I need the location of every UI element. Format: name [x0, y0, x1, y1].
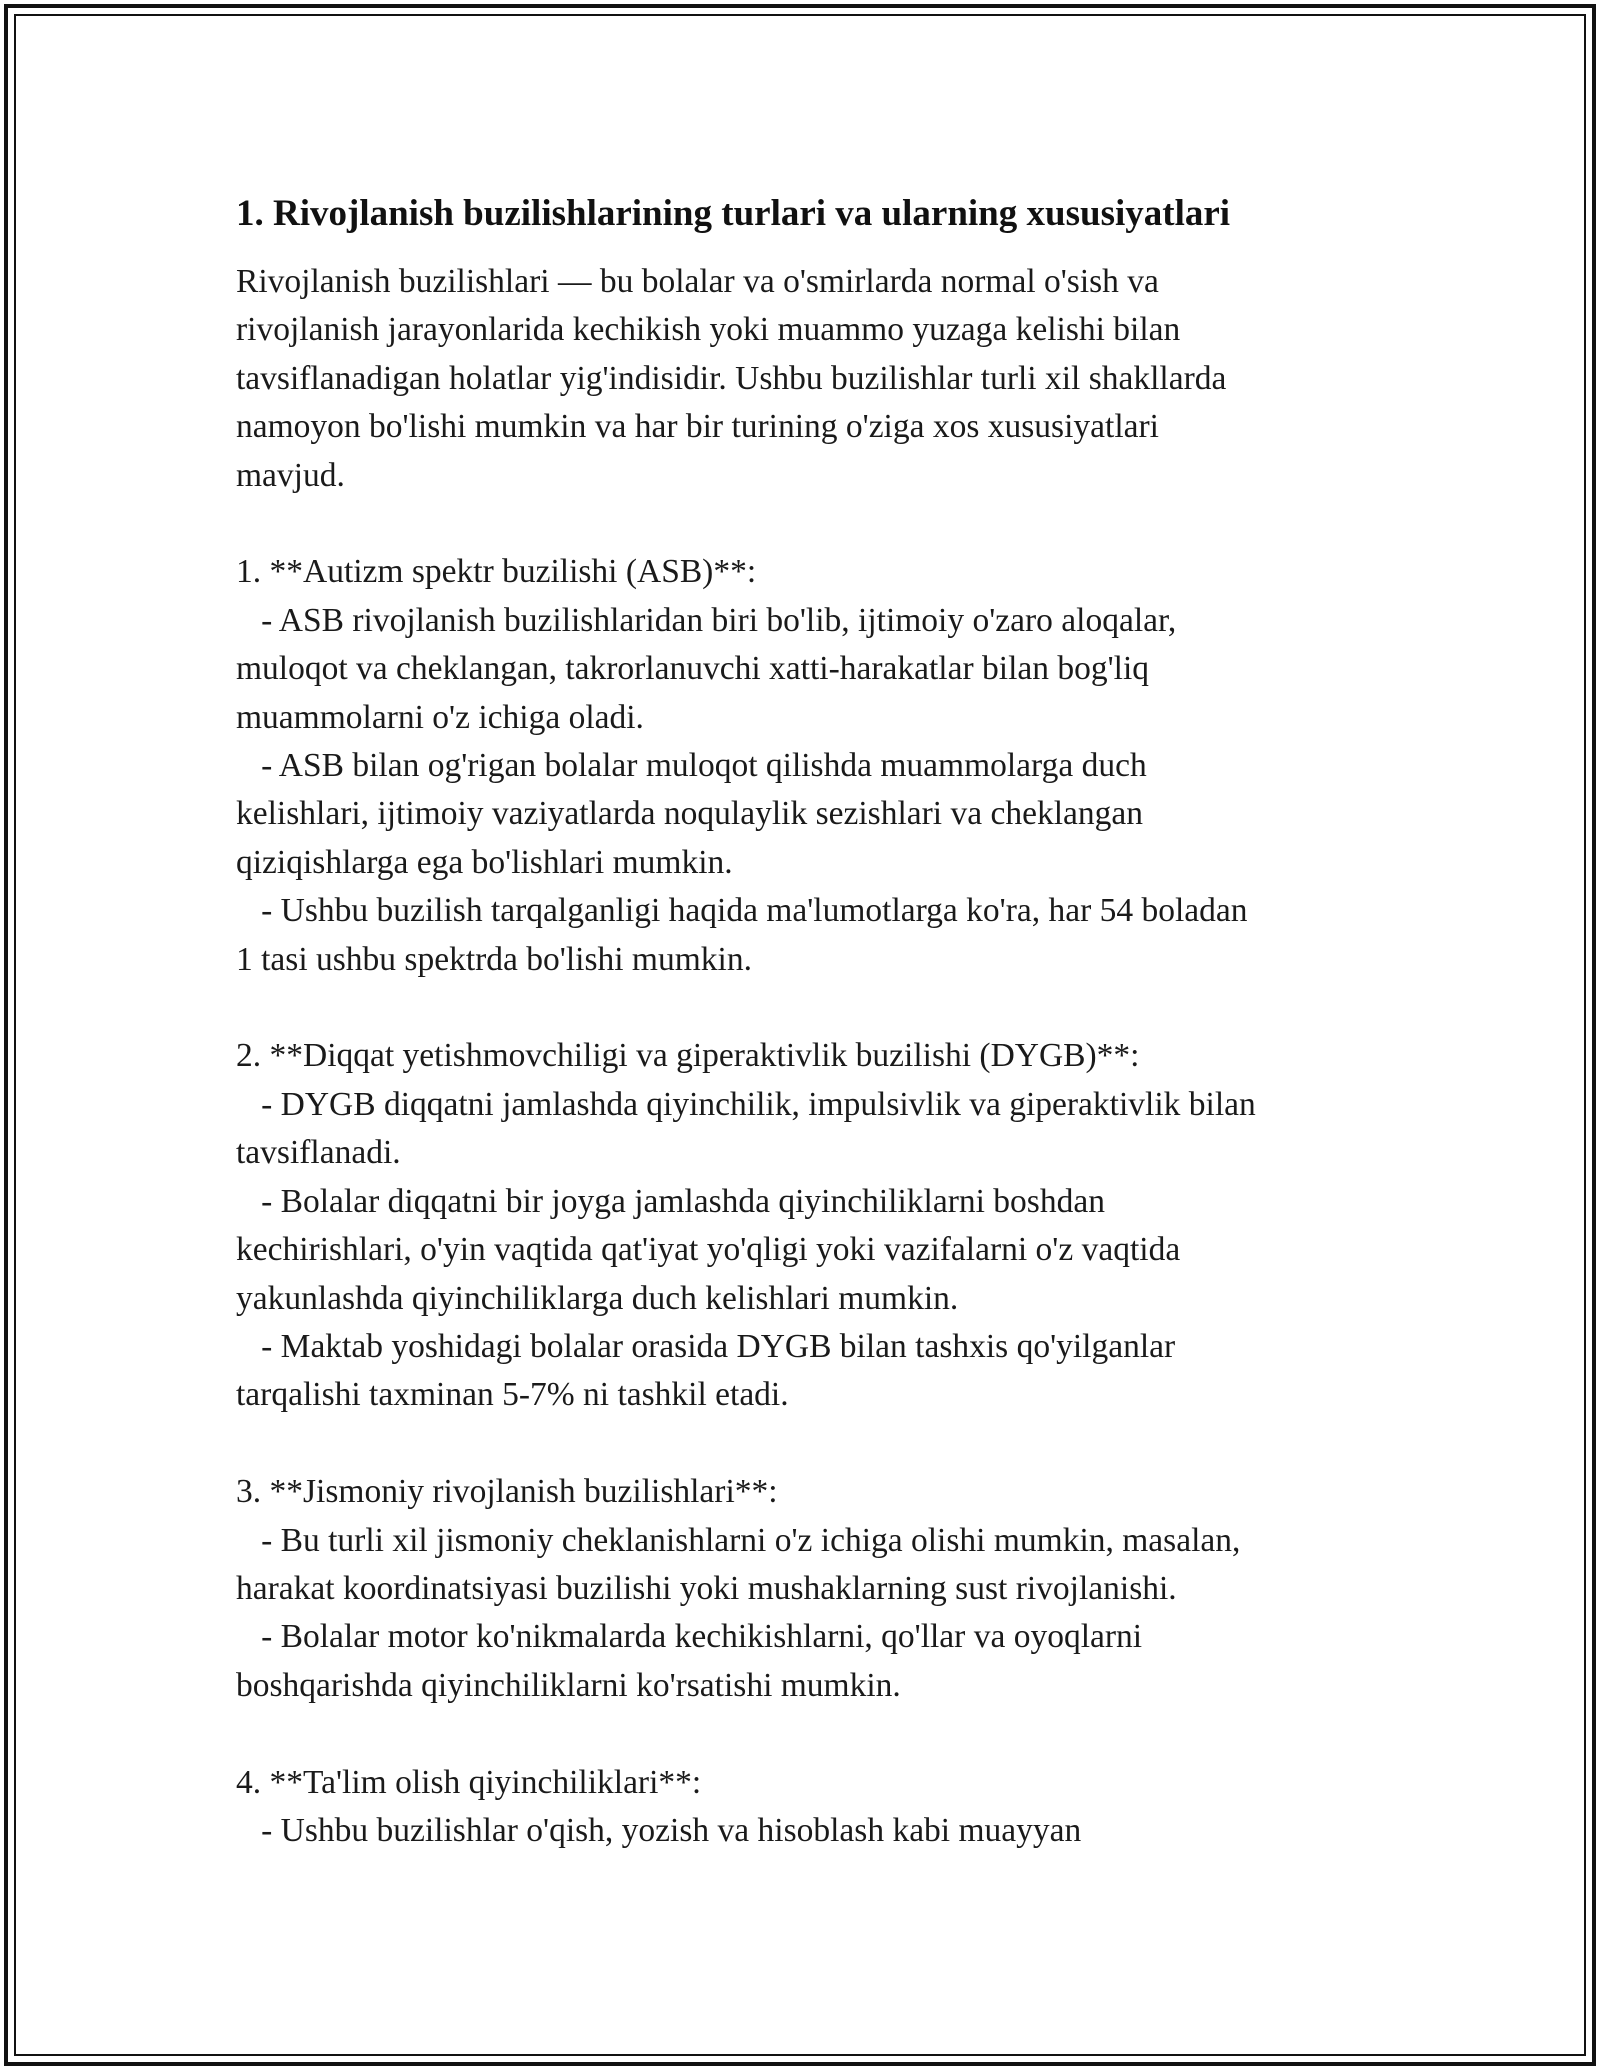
text-line: Rivojlanish buzilishlari — bu bolalar va o'smirlarda normal o'sish va [236, 263, 1159, 300]
text-line: harakat koordinatsiyasi buzilishi yoki mushaklarning sust rivojlanishi. [236, 1569, 1177, 1607]
text-line: kechirishlari, o'yin vaqtida qat'iyat yo'qligi yoki vazifalarni o'z vaqtida [236, 1231, 1181, 1269]
text-line: muloqot va cheklangan, takrorlanuvchi xatti-harakatlar bilan bog'liq [236, 650, 1150, 688]
text-line: 2. **Diqqat yetishmovchiligi va giperaktivlik buzilishi (DYGB)**: [236, 1037, 1140, 1075]
blank-line [236, 984, 1386, 1032]
text-line: qiziqishlarga ega bo'lishlari mumkin. [236, 843, 733, 881]
text-line: - Bu turli xil jismoniy cheklanishlarni o'z ichiga olishi mumkin, masalan, [236, 1521, 1241, 1559]
text-line: mavjud. [236, 456, 345, 494]
blank-line [236, 1710, 1386, 1758]
text-line: yakunlashda qiyinchiliklarga duch kelishlari mumkin. [236, 1279, 959, 1317]
text-line: - Bolalar motor ko'nikmalarda kechikishlarni, qo'llar va oyoqlarni [236, 1618, 1143, 1656]
text-line: tavsiflanadi. [236, 1134, 401, 1172]
text-line: - ASB bilan og'rigan bolalar muloqot qilishda muammolarga duch [236, 747, 1147, 785]
text-line: tavsiflanadigan holatlar yig'indisidir. Ushbu buzilishlar turli xil shakllarda [236, 359, 1227, 397]
text-line: - Maktab yoshidagi bolalar orasida DYGB bilan tashxis qo'yilganlar [236, 1327, 1176, 1365]
text-line: namoyon bo'lishi mumkin va har bir turining o'ziga xos xususiyatlari [236, 408, 1159, 446]
blank-line [236, 500, 1386, 548]
text-line: - DYGB diqqatni jamlashda qiyinchilik, impulsivlik va giperaktivlik bilan [236, 1085, 1256, 1123]
text-line: tarqalishi taxminan 5-7% ni tashkil etadi. [236, 1376, 789, 1414]
text-line: kelishlari, ijtimoiy vaziyatlarda noqulaylik sezishlari va cheklangan [236, 795, 1144, 833]
text-line: - Bolalar diqqatni bir joyga jamlashda qiyinchiliklarni boshdan [236, 1182, 1105, 1220]
text-line: - Ushbu buzilish tarqalganligi haqida ma'lumotlarga ko'ra, har 54 boladan [236, 892, 1248, 930]
text-line: 1. **Autizm spektr buzilishi (ASB)**: [236, 553, 757, 591]
body-text [236, 258, 1386, 1855]
text-line: 1 tasi ushbu spektrda bo'lishi mumkin. [236, 940, 752, 978]
text-line: 4. **Ta'lim olish qiyinchiliklari**: [236, 1763, 702, 1801]
text-line: - Ushbu buzilishlar o'qish, yozish va hisoblash kabi muayyan [236, 1811, 1082, 1849]
text-line: rivojlanish jarayonlarida kechikish yoki muammo yuzaga kelishi bilan [236, 311, 1181, 349]
text-line: - ASB rivojlanish buzilishlaridan biri bo'lib, ijtimoiy o'zaro aloqalar, [236, 601, 1177, 639]
text-line: muammolarni o'z ichiga oladi. [236, 698, 644, 736]
text-line: 3. **Jismoniy rivojlanish buzilishlari**: [236, 1473, 778, 1511]
section-heading: 1. Rivojlanish buzilishlarining turlari va ularning xususiyatlari [236, 193, 1231, 234]
document-content [236, 188, 1386, 1855]
text-line: boshqarishda qiyinchiliklarni ko'rsatishi mumkin. [236, 1666, 901, 1704]
blank-line [236, 1420, 1386, 1468]
